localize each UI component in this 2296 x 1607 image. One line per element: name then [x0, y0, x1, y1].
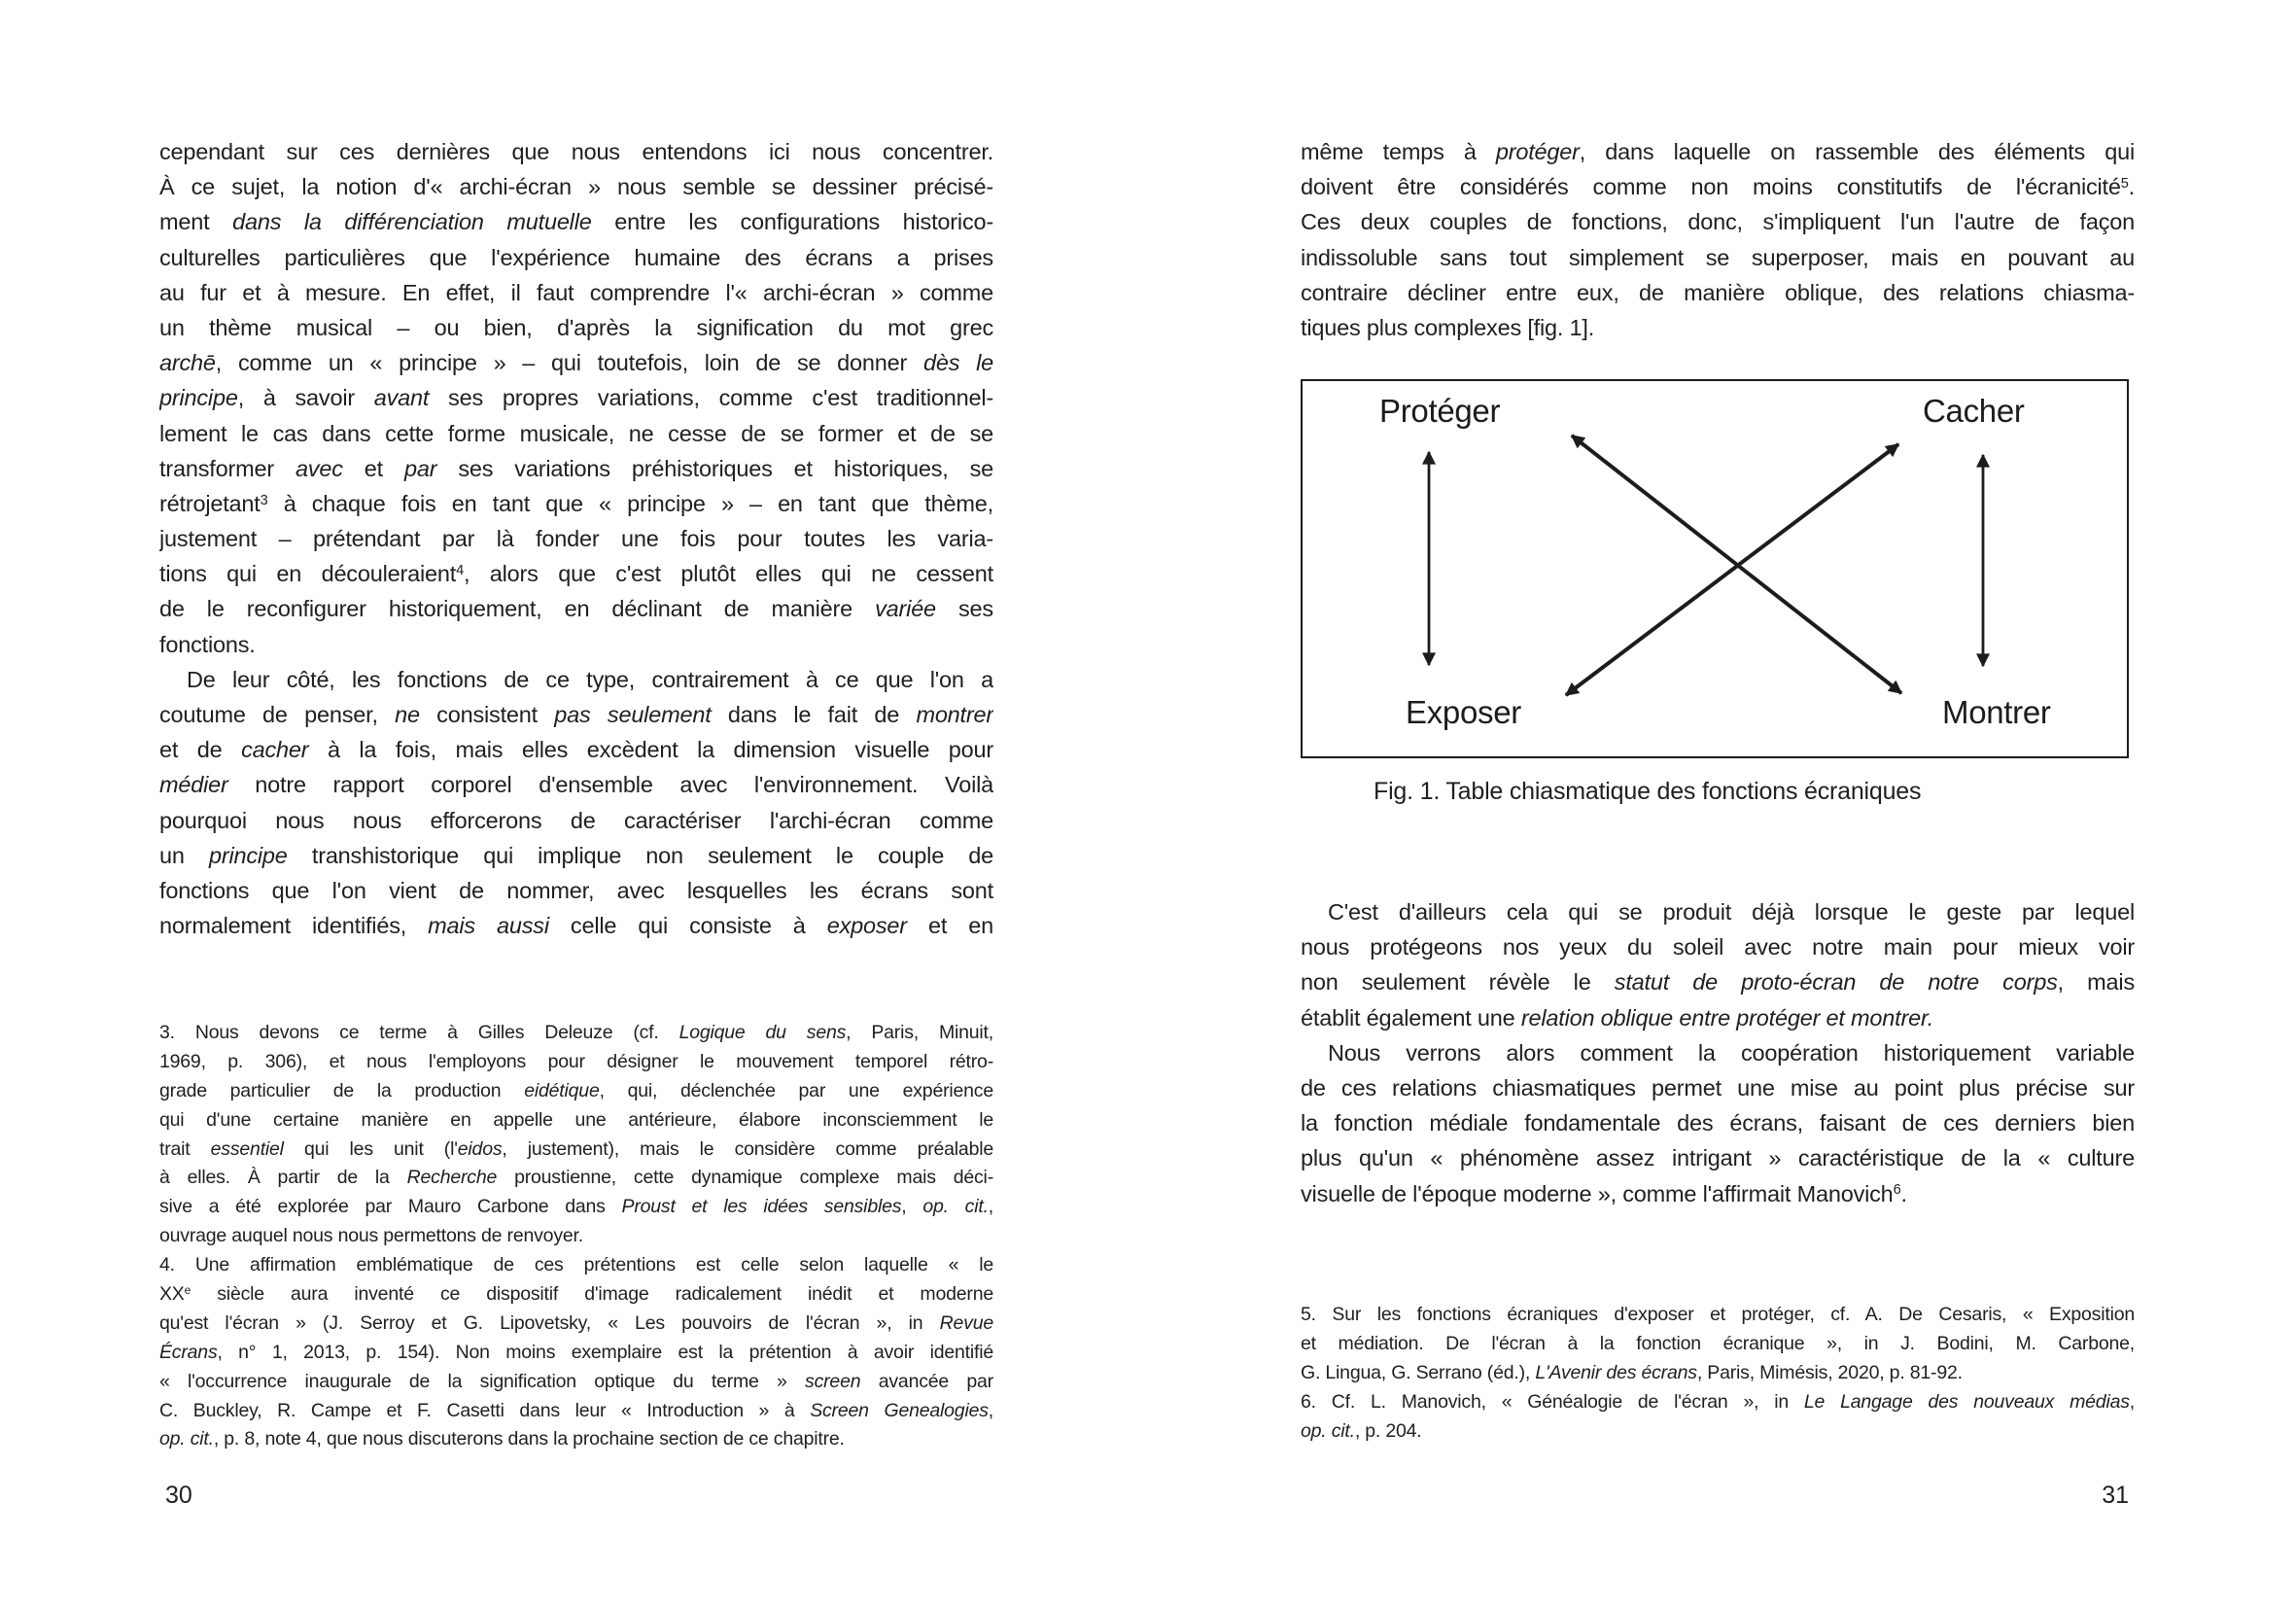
text-line: rétrojetant$^3$ à chaque fois en tant que « principe » – en tant que thème, — [159, 490, 993, 516]
text-line: op. cit., p. 8, note 4, que nous discuterons dans la prochaine section de ce chapitre. — [159, 1428, 845, 1450]
text-line: G. Lingua, G. Serrano (éd.), L'Avenir des écrans, Paris, Mimésis, 2020, p. 81-92. — [1301, 1361, 1963, 1383]
figure-label-cacher: Cacher — [1923, 393, 2025, 429]
text-line: de ces relations chiasmatiques permet une mise au point plus précise sur — [1301, 1074, 2135, 1100]
figure-label-exposer: Exposer — [1406, 694, 1521, 730]
text-line: un principe transhistorique qui implique non seulement le couple de — [159, 842, 993, 868]
text-line: qu'est l'écran » (J. Serroy et G. Lipovetsky, « Les pouvoirs de l'écran », in Revue — [159, 1311, 993, 1334]
text-line: tions qui en découleraient$^4$, alors que c'est plutôt elles qui ne cessent — [159, 561, 993, 587]
text-line: De leur côté, les fonctions de ce type, contrairement à ce que l'on a — [187, 666, 993, 692]
arrow-exposer-cacher — [1566, 444, 1898, 695]
text-line: de le reconfigurer historiquement, en déclinant de manière variée ses — [159, 596, 993, 622]
right-footnotes — [1301, 1301, 2135, 1446]
page-number-right: 31 — [2102, 1482, 2129, 1509]
text-line: principe, à savoir avant ses propres variations, comme c'est traditionnel- — [159, 385, 993, 411]
text-line: C. Buckley, R. Campe et F. Casetti dans leur « Introduction » à Screen Genealogies, — [159, 1399, 993, 1421]
text-line: la fonction médiale fondamentale des écrans, faisant de ces derniers bien — [1301, 1110, 2135, 1136]
text-line: trait essentiel qui les unit (l'eidos, justement), mais le considère comme préalable — [159, 1137, 993, 1160]
text-line: 3. Nous devons ce terme à Gilles Deleuze (cf. Logique du sens, Paris, Minuit, — [159, 1022, 993, 1043]
text-line: pourquoi nous nous efforcerons de caractériser l'archi-écran comme — [159, 807, 993, 833]
right-paragraphs-2-3 — [1301, 894, 2135, 1211]
text-line: et médiation. De l'écran à la fonction écranique », in J. Bodini, M. Carbone, — [1301, 1332, 2135, 1354]
text-line: même temps à protéger, dans laquelle on rassemble des éléments qui — [1301, 139, 2135, 164]
figure-1-caption: Fig. 1. Table chiasmatique des fonctions écraniques — [1374, 778, 1922, 805]
figure-label-montrer: Montrer — [1942, 694, 2051, 730]
text-line: non seulement révèle le statut de proto-écran de notre corps, mais — [1301, 969, 2135, 996]
text-line: normalement identifiés, mais aussi celle qui consiste à exposer et en — [159, 913, 993, 939]
text-line: Ces deux couples de fonctions, donc, s'impliquent l'un l'autre de façon — [1301, 209, 2135, 235]
text-line: plus qu'un « phénomène assez intrigant » caractéristique de la « culture — [1301, 1145, 2135, 1171]
text-line: « l'occurrence inaugurale de la signification optique du terme » screen avancée par — [159, 1370, 993, 1392]
text-line: archē, comme un « principe » – qui toutefois, loin de se donner dès le — [159, 350, 993, 376]
text-line: culturelles particulières que l'expérience humaine des écrans a prises — [159, 244, 993, 270]
text-line: à elles. À partir de la Recherche proustienne, cette dynamique complexe mais déci- — [159, 1167, 993, 1189]
text-line: lement le cas dans cette forme musicale, ne cesse de se former et de se — [159, 420, 993, 446]
text-line: sive a été explorée par Mauro Carbone dans Proust et les idées sensibles, op. cit., — [159, 1196, 993, 1218]
text-line: Nous verrons alors comment la coopération historiquement variable — [1328, 1039, 2135, 1066]
figure-1-box — [1301, 379, 2129, 758]
text-line: visuelle de l'époque moderne », comme l'affirmait Manovich$^6$. — [1301, 1180, 1907, 1206]
left-footnotes — [159, 1019, 993, 1454]
text-line: À ce sujet, la notion d'« archi-écran » nous semble se dessiner précisé- — [159, 174, 993, 200]
text-line: 5. Sur les fonctions écraniques d'exposer et protéger, cf. A. De Cesaris, « Exposition — [1301, 1304, 2135, 1325]
text-line: 1969, p. 306), et nous l'employons pour désigner le mouvement temporel rétro- — [159, 1050, 993, 1072]
text-line: cependant sur ces dernières que nous entendons ici nous concentrer. — [159, 139, 993, 164]
text-line: ouvrage auquel nous nous permettons de renvoyer. — [159, 1225, 583, 1247]
text-line: contraire décliner entre eux, de manière oblique, des relations chiasma- — [1301, 279, 2135, 305]
text-line: et de cacher à la fois, mais elles excèdent la dimension visuelle pour — [159, 737, 993, 763]
text-line: qui d'une certaine manière en appelle une antérieure, élabore inconsciemment le — [159, 1108, 993, 1131]
text-line: médier notre rapport corporel d'ensemble avec l'environnement. Voilà — [159, 772, 993, 798]
text-line: XXe siècle aura inventé ce dispositif d'image radicalement inédit et moderne — [159, 1282, 993, 1306]
text-line: fonctions que l'on vient de nommer, avec lesquelles les écrans sont — [159, 877, 993, 903]
text-line: op. cit., p. 204. — [1301, 1419, 1422, 1442]
text-line: C'est d'ailleurs cela qui se produit déjà lorsque le geste par lequel — [1328, 899, 2135, 925]
right-paragraph-1 — [1301, 134, 2135, 345]
text-line: indissoluble sans tout simplement se superposer, mais en pouvant au — [1301, 244, 2135, 270]
text-line: transformer avec et par ses variations préhistoriques et historiques, se — [159, 455, 993, 481]
text-line: 4. Une affirmation emblématique de ces prétentions est celle selon laquelle « le — [159, 1254, 993, 1276]
text-line: Écrans, n° 1, 2013, p. 154). Non moins exemplaire est la prétention à avoir identifié — [159, 1341, 993, 1363]
text-line: coutume de penser, ne consistent pas seulement dans le fait de montrer — [159, 702, 993, 727]
text-line: grade particulier de la production eidétique, qui, déclenchée par une expérience — [159, 1079, 993, 1101]
left-main-text — [159, 134, 993, 943]
text-line: 6. Cf. L. Manovich, « Généalogie de l'écran », in Le Langage des nouveaux médias, — [1301, 1390, 2135, 1413]
text-line: au fur et à mesure. En effet, il faut comprendre l'« archi-écran » comme — [159, 279, 993, 305]
text-line: nous protégeons nos yeux du soleil avec notre main pour mieux voir — [1301, 934, 2135, 961]
text-line: ment dans la différenciation mutuelle entre les configurations historico- — [159, 209, 993, 235]
figure-label-proteger: Protéger — [1379, 393, 1501, 429]
text-line: un thème musical – ou bien, d'après la signification du mot grec — [159, 314, 993, 340]
page-number-left: 30 — [165, 1482, 192, 1509]
text-line: fonctions. — [159, 631, 256, 657]
text-line: justement – prétendant par là fonder une fois pour toutes les varia- — [159, 526, 993, 552]
text-line: tiques plus complexes [fig. 1]. — [1301, 314, 1595, 340]
text-line: doivent être considérés comme non moins constitutifs de l'écranicité$^5$. — [1301, 174, 2135, 200]
text-line: établit également une relation oblique entre protéger et montrer. — [1301, 1004, 1934, 1031]
